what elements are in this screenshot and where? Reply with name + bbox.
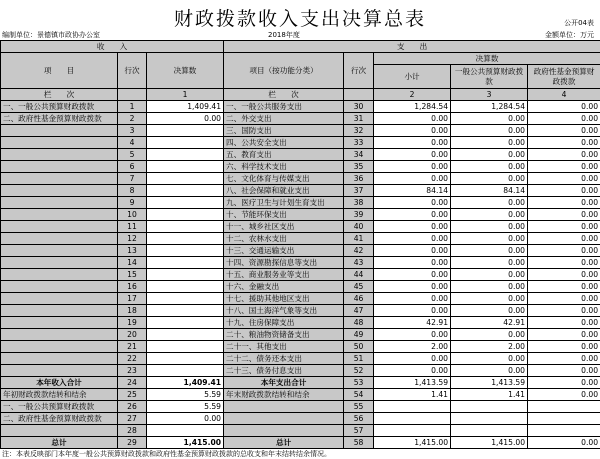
income-amount bbox=[147, 221, 224, 233]
table-row bbox=[1, 401, 600, 413]
expense-general-budget: 0.00 bbox=[451, 365, 528, 377]
table-row bbox=[1, 173, 600, 185]
expense-line: 36 bbox=[344, 173, 374, 185]
income-amount: 0.00 bbox=[147, 113, 224, 125]
expense-line: 30 bbox=[344, 101, 374, 113]
expense-gov-fund: 0.00 bbox=[528, 365, 600, 377]
expense-gov-fund: 0.00 bbox=[528, 233, 600, 245]
expense-subtotal: 0.00 bbox=[374, 113, 451, 125]
unit-label: 编制单位：景德镇市政协办公室 bbox=[2, 31, 100, 39]
expense-general-budget: 0.00 bbox=[451, 305, 528, 317]
col-index-4: 4 bbox=[528, 89, 600, 101]
income-item bbox=[1, 293, 118, 305]
expense-item: 十四、资源勘探信息等支出 bbox=[224, 257, 344, 269]
income-line: 18 bbox=[118, 305, 147, 317]
income-amount bbox=[147, 341, 224, 353]
income-item bbox=[1, 329, 118, 341]
income-item bbox=[1, 221, 118, 233]
income-amount: 1,409.41 bbox=[147, 377, 224, 389]
expense-gov-fund: 0.00 bbox=[528, 185, 600, 197]
income-amount bbox=[147, 125, 224, 137]
expense-item: 二十、粮油物资储备支出 bbox=[224, 329, 344, 341]
expense-item: 二十一、其他支出 bbox=[224, 341, 344, 353]
expense-general-budget: 0.00 bbox=[451, 137, 528, 149]
header-row-section bbox=[1, 41, 600, 53]
expense-subtotal: 84.14 bbox=[374, 185, 451, 197]
header-general-budget: 一般公共预算财政拨款 bbox=[451, 65, 528, 89]
income-line: 8 bbox=[118, 185, 147, 197]
income-item: 总计 bbox=[1, 437, 118, 449]
expense-general-budget: 0.00 bbox=[451, 221, 528, 233]
table-row bbox=[1, 269, 600, 281]
expense-item: 十五、商业服务业等支出 bbox=[224, 269, 344, 281]
income-amount bbox=[147, 149, 224, 161]
income-line: 20 bbox=[118, 329, 147, 341]
income-item bbox=[1, 281, 118, 293]
expense-gov-fund: 0.00 bbox=[528, 209, 600, 221]
expense-line: 50 bbox=[344, 341, 374, 353]
table-row bbox=[1, 317, 600, 329]
expense-item: 十六、金融支出 bbox=[224, 281, 344, 293]
expense-item: 四、公共安全支出 bbox=[224, 137, 344, 149]
income-line: 3 bbox=[118, 125, 147, 137]
expense-general-budget: 0.00 bbox=[451, 269, 528, 281]
expense-subtotal bbox=[374, 425, 451, 437]
income-line: 2 bbox=[118, 113, 147, 125]
expense-gov-fund: 0.00 bbox=[528, 353, 600, 365]
expense-gov-fund: 0.00 bbox=[528, 293, 600, 305]
income-line: 23 bbox=[118, 365, 147, 377]
expense-subtotal: 0.00 bbox=[374, 281, 451, 293]
income-amount bbox=[147, 257, 224, 269]
income-line: 15 bbox=[118, 269, 147, 281]
table-row bbox=[1, 137, 600, 149]
expense-gov-fund: 0.00 bbox=[528, 269, 600, 281]
income-line: 28 bbox=[118, 425, 147, 437]
income-amount bbox=[147, 293, 224, 305]
table-row bbox=[1, 281, 600, 293]
expense-gov-fund: 0.00 bbox=[528, 341, 600, 353]
expense-general-budget bbox=[451, 413, 528, 425]
income-line: 14 bbox=[118, 257, 147, 269]
income-item bbox=[1, 305, 118, 317]
amount-unit: 金额单位：万元 bbox=[545, 31, 594, 39]
expense-subtotal: 0.00 bbox=[374, 209, 451, 221]
income-line: 13 bbox=[118, 245, 147, 257]
table-row bbox=[1, 209, 600, 221]
col-index-blank bbox=[118, 89, 147, 101]
expense-line: 44 bbox=[344, 269, 374, 281]
col-index-3: 3 bbox=[451, 89, 528, 101]
expense-line: 52 bbox=[344, 365, 374, 377]
expense-general-budget: 1,413.59 bbox=[451, 377, 528, 389]
income-item bbox=[1, 341, 118, 353]
expense-item: 十二、农林水支出 bbox=[224, 233, 344, 245]
expense-line: 53 bbox=[344, 377, 374, 389]
expense-line: 45 bbox=[344, 281, 374, 293]
expense-subtotal: 0.00 bbox=[374, 197, 451, 209]
table-row bbox=[1, 329, 600, 341]
expense-gov-fund: 0.00 bbox=[528, 377, 600, 389]
expense-gov-fund: 0.00 bbox=[528, 161, 600, 173]
income-line: 4 bbox=[118, 137, 147, 149]
income-line: 29 bbox=[118, 437, 147, 449]
income-amount: 0.00 bbox=[147, 413, 224, 425]
expense-line: 46 bbox=[344, 293, 374, 305]
header-final-amount-2: 决算数 bbox=[374, 53, 600, 65]
expense-general-budget: 1,284.54 bbox=[451, 101, 528, 113]
col-index-2: 2 bbox=[374, 89, 451, 101]
income-item bbox=[1, 353, 118, 365]
expense-subtotal: 1.41 bbox=[374, 389, 451, 401]
expense-subtotal: 42.91 bbox=[374, 317, 451, 329]
expense-line: 32 bbox=[344, 125, 374, 137]
income-line: 1 bbox=[118, 101, 147, 113]
income-item: 本年收入合计 bbox=[1, 377, 118, 389]
expense-subtotal: 0.00 bbox=[374, 257, 451, 269]
expense-line: 37 bbox=[344, 185, 374, 197]
income-amount: 1,415.00 bbox=[147, 437, 224, 449]
header-income: 收 入 bbox=[1, 41, 224, 53]
expense-subtotal: 0.00 bbox=[374, 293, 451, 305]
table-row bbox=[1, 125, 600, 137]
expense-line: 40 bbox=[344, 221, 374, 233]
expense-line: 56 bbox=[344, 413, 374, 425]
expense-line: 34 bbox=[344, 149, 374, 161]
table-row bbox=[1, 437, 600, 449]
table-row bbox=[1, 245, 600, 257]
income-amount bbox=[147, 281, 224, 293]
income-item bbox=[1, 269, 118, 281]
expense-gov-fund: 0.00 bbox=[528, 389, 600, 401]
table-row bbox=[1, 413, 600, 425]
expense-item: 九、医疗卫生与计划生育支出 bbox=[224, 197, 344, 209]
income-line: 25 bbox=[118, 389, 147, 401]
expense-general-budget: 0.00 bbox=[451, 329, 528, 341]
income-item: 二、政府性基金预算财政拨款 bbox=[1, 113, 118, 125]
header-line-2: 行次 bbox=[344, 53, 374, 89]
income-line: 12 bbox=[118, 233, 147, 245]
expense-general-budget: 0.00 bbox=[451, 209, 528, 221]
income-item bbox=[1, 365, 118, 377]
income-item bbox=[1, 161, 118, 173]
expense-subtotal: 0.00 bbox=[374, 305, 451, 317]
expense-subtotal: 2.00 bbox=[374, 341, 451, 353]
table-row bbox=[1, 101, 600, 113]
expense-general-budget: 0.00 bbox=[451, 149, 528, 161]
expense-subtotal: 0.00 bbox=[374, 329, 451, 341]
expense-item: 十、节能环保支出 bbox=[224, 209, 344, 221]
expense-general-budget: 0.00 bbox=[451, 281, 528, 293]
expense-subtotal: 0.00 bbox=[374, 269, 451, 281]
expense-item: 八、社会保障和就业支出 bbox=[224, 185, 344, 197]
expense-item bbox=[224, 401, 344, 413]
expense-subtotal bbox=[374, 413, 451, 425]
expense-subtotal: 0.00 bbox=[374, 137, 451, 149]
table-row bbox=[1, 149, 600, 161]
table-row bbox=[1, 233, 600, 245]
expense-general-budget: 1,415.00 bbox=[451, 437, 528, 449]
expense-subtotal: 1,284.54 bbox=[374, 101, 451, 113]
form-code: 公开04表 bbox=[564, 19, 594, 27]
header-row-col-index bbox=[1, 89, 600, 101]
expense-line: 48 bbox=[344, 317, 374, 329]
col-index-blank-2 bbox=[344, 89, 374, 101]
expense-subtotal: 0.00 bbox=[374, 233, 451, 245]
income-item: 一、一般公共预算财政拨款 bbox=[1, 101, 118, 113]
expense-subtotal: 0.00 bbox=[374, 161, 451, 173]
expense-general-budget: 0.00 bbox=[451, 125, 528, 137]
col-label-2: 栏 次 bbox=[224, 89, 344, 101]
table-row bbox=[1, 257, 600, 269]
expense-item: 三、国防支出 bbox=[224, 125, 344, 137]
expense-line: 41 bbox=[344, 233, 374, 245]
table-row bbox=[1, 365, 600, 377]
expense-item: 十九、住房保障支出 bbox=[224, 317, 344, 329]
expense-item: 二、外交支出 bbox=[224, 113, 344, 125]
expense-line: 39 bbox=[344, 209, 374, 221]
expense-line: 47 bbox=[344, 305, 374, 317]
income-amount bbox=[147, 161, 224, 173]
table-row bbox=[1, 293, 600, 305]
expense-item: 年末财政拨款结转和结余 bbox=[224, 389, 344, 401]
table-row bbox=[1, 197, 600, 209]
income-line: 7 bbox=[118, 173, 147, 185]
expense-gov-fund: 0.00 bbox=[528, 137, 600, 149]
income-item bbox=[1, 173, 118, 185]
header-expense: 支 出 bbox=[224, 41, 600, 53]
expense-item: 七、文化体育与传媒支出 bbox=[224, 173, 344, 185]
income-line: 21 bbox=[118, 341, 147, 353]
income-line: 10 bbox=[118, 209, 147, 221]
expense-gov-fund: 0.00 bbox=[528, 113, 600, 125]
footnote: 注：本表反映部门本年度一般公共预算财政拨款和政府性基金预算财政拨款的总收支和年末结转结余情况。 bbox=[2, 450, 331, 458]
expense-item: 总计 bbox=[224, 437, 344, 449]
income-line: 16 bbox=[118, 281, 147, 293]
col-index-1: 1 bbox=[147, 89, 224, 101]
income-line: 17 bbox=[118, 293, 147, 305]
header-final-amount: 决算数 bbox=[147, 53, 224, 89]
income-amount bbox=[147, 197, 224, 209]
income-line: 11 bbox=[118, 221, 147, 233]
expense-general-budget: 0.00 bbox=[451, 257, 528, 269]
expense-line: 57 bbox=[344, 425, 374, 437]
income-item bbox=[1, 317, 118, 329]
expense-gov-fund bbox=[528, 425, 600, 437]
expense-gov-fund: 0.00 bbox=[528, 245, 600, 257]
expense-item: 六、科学技术支出 bbox=[224, 161, 344, 173]
income-item bbox=[1, 257, 118, 269]
expense-item: 二十三、债务付息支出 bbox=[224, 365, 344, 377]
expense-subtotal: 1,415.00 bbox=[374, 437, 451, 449]
expense-gov-fund: 0.00 bbox=[528, 101, 600, 113]
expense-general-budget: 0.00 bbox=[451, 161, 528, 173]
table-row bbox=[1, 305, 600, 317]
table-row bbox=[1, 161, 600, 173]
expense-item: 五、教育支出 bbox=[224, 149, 344, 161]
expense-item: 十一、城乡社区支出 bbox=[224, 221, 344, 233]
income-line: 19 bbox=[118, 317, 147, 329]
income-amount bbox=[147, 353, 224, 365]
income-amount bbox=[147, 233, 224, 245]
expense-general-budget: 0.00 bbox=[451, 113, 528, 125]
expense-item: 十八、国土海洋气象等支出 bbox=[224, 305, 344, 317]
income-amount bbox=[147, 269, 224, 281]
expense-item: 本年支出合计 bbox=[224, 377, 344, 389]
income-item bbox=[1, 209, 118, 221]
income-line: 22 bbox=[118, 353, 147, 365]
income-amount: 5.59 bbox=[147, 401, 224, 413]
income-amount bbox=[147, 173, 224, 185]
expense-general-budget: 42.91 bbox=[451, 317, 528, 329]
income-item bbox=[1, 185, 118, 197]
income-item bbox=[1, 125, 118, 137]
expense-subtotal: 0.00 bbox=[374, 245, 451, 257]
expense-general-budget: 1.41 bbox=[451, 389, 528, 401]
income-item: 二、政府性基金预算财政拨款 bbox=[1, 413, 118, 425]
expense-item bbox=[224, 425, 344, 437]
expense-line: 38 bbox=[344, 197, 374, 209]
expense-general-budget: 2.00 bbox=[451, 341, 528, 353]
income-amount bbox=[147, 329, 224, 341]
expense-subtotal: 0.00 bbox=[374, 365, 451, 377]
expense-subtotal: 0.00 bbox=[374, 125, 451, 137]
expense-general-budget: 0.00 bbox=[451, 173, 528, 185]
expense-gov-fund: 0.00 bbox=[528, 437, 600, 449]
expense-general-budget bbox=[451, 401, 528, 413]
income-item bbox=[1, 137, 118, 149]
income-line: 27 bbox=[118, 413, 147, 425]
header-gov-fund: 政府性基金预算财政拨款 bbox=[528, 65, 600, 89]
report-title: 财政拨款收入支出决算总表 bbox=[173, 8, 426, 30]
expense-line: 55 bbox=[344, 401, 374, 413]
income-item bbox=[1, 233, 118, 245]
expense-subtotal: 0.00 bbox=[374, 149, 451, 161]
income-amount bbox=[147, 137, 224, 149]
header-row-columns bbox=[1, 53, 600, 65]
header-subtotal: 小计 bbox=[374, 65, 451, 89]
expense-subtotal: 1,413.59 bbox=[374, 377, 451, 389]
income-line: 5 bbox=[118, 149, 147, 161]
expense-subtotal: 0.00 bbox=[374, 221, 451, 233]
expense-gov-fund bbox=[528, 401, 600, 413]
income-amount bbox=[147, 317, 224, 329]
expense-general-budget: 84.14 bbox=[451, 185, 528, 197]
income-item: 一、一般公共预算财政拨款 bbox=[1, 401, 118, 413]
final-accounts-table bbox=[0, 40, 600, 449]
expense-general-budget: 0.00 bbox=[451, 353, 528, 365]
income-item bbox=[1, 197, 118, 209]
table-row bbox=[1, 341, 600, 353]
expense-gov-fund: 0.00 bbox=[528, 257, 600, 269]
table-row bbox=[1, 113, 600, 125]
expense-subtotal: 0.00 bbox=[374, 353, 451, 365]
expense-general-budget: 0.00 bbox=[451, 293, 528, 305]
expense-item: 一、一般公共服务支出 bbox=[224, 101, 344, 113]
expense-line: 31 bbox=[344, 113, 374, 125]
col-label: 栏 次 bbox=[1, 89, 118, 101]
expense-gov-fund: 0.00 bbox=[528, 149, 600, 161]
expense-gov-fund: 0.00 bbox=[528, 221, 600, 233]
expense-gov-fund: 0.00 bbox=[528, 125, 600, 137]
expense-subtotal bbox=[374, 401, 451, 413]
expense-gov-fund: 0.00 bbox=[528, 317, 600, 329]
income-line: 24 bbox=[118, 377, 147, 389]
expense-line: 58 bbox=[344, 437, 374, 449]
income-item bbox=[1, 425, 118, 437]
table-row bbox=[1, 221, 600, 233]
income-line: 6 bbox=[118, 161, 147, 173]
expense-gov-fund bbox=[528, 413, 600, 425]
income-amount bbox=[147, 425, 224, 437]
income-amount: 1,409.41 bbox=[147, 101, 224, 113]
header-line: 行次 bbox=[118, 53, 147, 89]
expense-general-budget: 0.00 bbox=[451, 245, 528, 257]
expense-item: 二十二、债务还本支出 bbox=[224, 353, 344, 365]
expense-general-budget bbox=[451, 425, 528, 437]
expense-item bbox=[224, 413, 344, 425]
expense-gov-fund: 0.00 bbox=[528, 281, 600, 293]
expense-line: 35 bbox=[344, 161, 374, 173]
expense-general-budget: 0.00 bbox=[451, 197, 528, 209]
expense-line: 51 bbox=[344, 353, 374, 365]
income-line: 26 bbox=[118, 401, 147, 413]
expense-subtotal: 0.00 bbox=[374, 173, 451, 185]
expense-item: 十七、援助其他地区支出 bbox=[224, 293, 344, 305]
header-item: 项 目 bbox=[1, 53, 118, 89]
expense-line: 54 bbox=[344, 389, 374, 401]
income-item bbox=[1, 245, 118, 257]
table-row bbox=[1, 185, 600, 197]
income-amount bbox=[147, 185, 224, 197]
expense-line: 43 bbox=[344, 257, 374, 269]
table-row bbox=[1, 353, 600, 365]
expense-gov-fund: 0.00 bbox=[528, 305, 600, 317]
income-amount: 5.59 bbox=[147, 389, 224, 401]
header-item-func: 项目（按功能分类） bbox=[224, 53, 344, 89]
income-amount bbox=[147, 305, 224, 317]
expense-line: 42 bbox=[344, 245, 374, 257]
expense-gov-fund: 0.00 bbox=[528, 329, 600, 341]
income-amount bbox=[147, 209, 224, 221]
income-item bbox=[1, 149, 118, 161]
expense-general-budget: 0.00 bbox=[451, 233, 528, 245]
income-amount bbox=[147, 365, 224, 377]
income-item: 年初财政拨款结转和结余 bbox=[1, 389, 118, 401]
table-row bbox=[1, 389, 600, 401]
expense-line: 49 bbox=[344, 329, 374, 341]
report-year: 2018年度 bbox=[268, 31, 300, 39]
table-row bbox=[1, 377, 600, 389]
expense-line: 33 bbox=[344, 137, 374, 149]
table-row bbox=[1, 425, 600, 437]
expense-gov-fund: 0.00 bbox=[528, 197, 600, 209]
expense-gov-fund: 0.00 bbox=[528, 173, 600, 185]
income-amount bbox=[147, 245, 224, 257]
expense-item: 十三、交通运输支出 bbox=[224, 245, 344, 257]
income-line: 9 bbox=[118, 197, 147, 209]
